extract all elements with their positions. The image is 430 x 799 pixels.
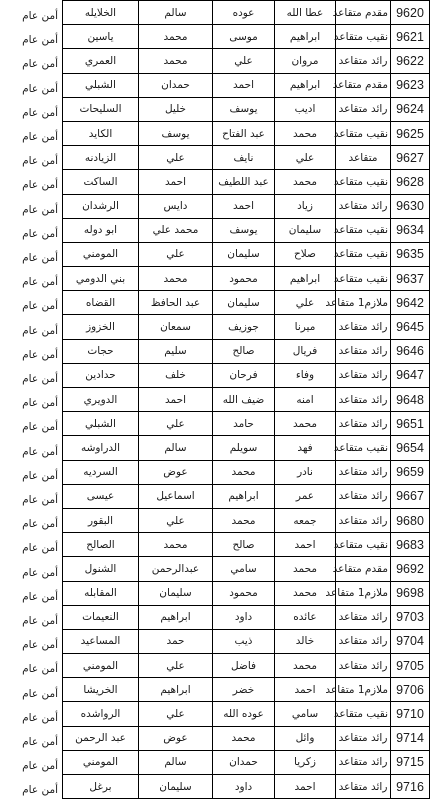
record-number-cell: 9705 [391, 654, 430, 678]
family-name-cell: حجات [63, 339, 139, 363]
grandfather-name-cell: علي [139, 412, 213, 436]
family-name-cell: النعيمات [63, 605, 139, 629]
grandfather-name-cell: احمد [139, 170, 213, 194]
record-number-cell: 9680 [391, 508, 430, 532]
family-name-cell: المساعيد [63, 629, 139, 653]
family-name-cell: الخلايله [63, 1, 139, 25]
category-label: أمن عام [22, 276, 58, 289]
first-name-cell: زكريا [275, 750, 336, 774]
first-name-cell: محمد [275, 121, 336, 145]
category-label: أمن عام [22, 590, 58, 603]
grandfather-name-cell: سالم [139, 750, 213, 774]
table-row [63, 412, 430, 436]
rank-cell: نقيب متقاعد [336, 242, 391, 266]
category-label: أمن عام [22, 421, 58, 434]
rank-cell: رائد متقاعد [336, 388, 391, 412]
record-number-cell: 9624 [391, 97, 430, 121]
record-number-cell: 9628 [391, 170, 430, 194]
record-number-cell: 9647 [391, 363, 430, 387]
record-number-cell: 9645 [391, 315, 430, 339]
personnel-table [62, 0, 430, 799]
rank-cell: نقيب متقاعد [336, 218, 391, 242]
grandfather-name-cell: محمد [139, 267, 213, 291]
family-name-cell: الشبلي [63, 73, 139, 97]
first-name-cell: صلاح [275, 242, 336, 266]
table-row [63, 121, 430, 145]
father-name-cell: داود [213, 605, 275, 629]
category-label: أمن عام [22, 252, 58, 264]
first-name-cell: محمد [275, 557, 336, 581]
table-row [63, 629, 430, 653]
grandfather-name-cell: محمد علي [139, 218, 213, 242]
grandfather-name-cell: سليمان [139, 581, 213, 605]
table-row [63, 388, 430, 412]
family-name-cell: الساكت [63, 170, 139, 194]
record-number-cell: 9714 [391, 726, 430, 750]
family-name-cell: السرديه [63, 460, 139, 484]
table-row [63, 194, 430, 218]
rank-cell: رائد متقاعد [336, 97, 391, 121]
table-row [63, 460, 430, 484]
family-name-cell: الصالح [63, 533, 139, 557]
category-label: أمن عام [22, 518, 58, 531]
father-name-cell: داود [213, 775, 275, 799]
category-label: أمن عام [22, 155, 58, 168]
father-name-cell: يوسف [213, 97, 275, 121]
category-label: أمن عام [22, 10, 58, 22]
family-name-cell: العمري [63, 49, 139, 73]
record-number-cell: 9642 [391, 291, 430, 315]
category-label: أمن عام [22, 639, 58, 652]
first-name-cell: فهد [275, 436, 336, 460]
first-name-cell: وفاء [275, 363, 336, 387]
grandfather-name-cell: محمد [139, 533, 213, 557]
record-number-cell: 9704 [391, 629, 430, 653]
table-row [63, 170, 430, 194]
rank-cell: رائد متقاعد [336, 629, 391, 653]
family-name-cell: الزيادنه [63, 146, 139, 170]
father-name-cell: ذيب [213, 629, 275, 653]
rank-cell: رائد متقاعد [336, 315, 391, 339]
rank-cell: نقيب متقاعد [336, 702, 391, 726]
grandfather-name-cell: عوض [139, 726, 213, 750]
table-row [63, 363, 430, 387]
grandfather-name-cell: سليم [139, 339, 213, 363]
family-name-cell: المقابله [63, 581, 139, 605]
category-label: أمن عام [22, 566, 58, 579]
record-number-cell: 9692 [391, 557, 430, 581]
table-row [63, 267, 430, 291]
grandfather-name-cell: علي [139, 242, 213, 266]
rank-cell: نقيب متقاعد [336, 267, 391, 291]
category-label: أمن عام [22, 542, 58, 555]
family-name-cell: ابو دوله [63, 218, 139, 242]
first-name-cell: وائل [275, 726, 336, 750]
father-name-cell: فرحان [213, 363, 275, 387]
table-row [63, 726, 430, 750]
rank-cell: رائد متقاعد [336, 775, 391, 799]
family-name-cell: الدراوشه [63, 436, 139, 460]
father-name-cell: علي [213, 49, 275, 73]
father-name-cell: محمد [213, 460, 275, 484]
first-name-cell: محمد [275, 412, 336, 436]
family-name-cell: الرواشده [63, 702, 139, 726]
record-number-cell: 9646 [391, 339, 430, 363]
rank-cell: نقيب متقاعد [336, 25, 391, 49]
rank-cell: رائد متقاعد [336, 363, 391, 387]
category-label: أمن عام [22, 106, 58, 119]
first-name-cell: علي [275, 146, 336, 170]
record-number-cell: 9621 [391, 25, 430, 49]
rank-cell: نقيب متقاعد [336, 436, 391, 460]
category-label: أمن عام [22, 445, 58, 458]
father-name-cell: صالح [213, 533, 275, 557]
table-row [63, 25, 430, 49]
record-number-cell: 9651 [391, 412, 430, 436]
record-number-cell: 9620 [391, 1, 430, 25]
table-row [63, 508, 430, 532]
record-number-cell: 9716 [391, 775, 430, 799]
family-name-cell: المومني [63, 750, 139, 774]
first-name-cell: علي [275, 291, 336, 315]
first-name-cell: محمد [275, 170, 336, 194]
grandfather-name-cell: حمدان [139, 73, 213, 97]
rank-cell: رائد متقاعد [336, 194, 391, 218]
rank-cell: رائد متقاعد [336, 339, 391, 363]
rank-cell: رائد متقاعد [336, 484, 391, 508]
table-row [63, 315, 430, 339]
father-name-cell: سليمان [213, 242, 275, 266]
first-name-cell: عائده [275, 605, 336, 629]
grandfather-name-cell: علي [139, 508, 213, 532]
family-name-cell: الدويري [63, 388, 139, 412]
table-row [63, 750, 430, 774]
grandfather-name-cell: عبدالرحمن [139, 557, 213, 581]
table-row [63, 97, 430, 121]
first-name-cell: سليمان [275, 218, 336, 242]
rank-cell: ملازم1 متقاعد [336, 678, 391, 702]
grandfather-name-cell: سمعان [139, 315, 213, 339]
record-number-cell: 9634 [391, 218, 430, 242]
rank-cell: رائد متقاعد [336, 508, 391, 532]
record-number-cell: 9715 [391, 750, 430, 774]
rank-cell: رائد متقاعد [336, 460, 391, 484]
category-label: أمن عام [22, 82, 58, 95]
father-name-cell: عبد الفتاح [213, 121, 275, 145]
table-row [63, 339, 430, 363]
record-number-cell: 9627 [391, 146, 430, 170]
record-number-cell: 9630 [391, 194, 430, 218]
first-name-cell: امنه [275, 388, 336, 412]
category-column [0, 0, 62, 797]
family-name-cell: الكايد [63, 121, 139, 145]
grandfather-name-cell: ابراهيم [139, 678, 213, 702]
first-name-cell: ابراهيم [275, 267, 336, 291]
record-number-cell: 9637 [391, 267, 430, 291]
record-number-cell: 9648 [391, 388, 430, 412]
first-name-cell: سامي [275, 702, 336, 726]
first-name-cell: فريال [275, 339, 336, 363]
table-row [63, 581, 430, 605]
grandfather-name-cell: محمد [139, 25, 213, 49]
father-name-cell: جوزيف [213, 315, 275, 339]
grandfather-name-cell: سليمان [139, 775, 213, 799]
first-name-cell: ابراهيم [275, 73, 336, 97]
grandfather-name-cell: خليل [139, 97, 213, 121]
father-name-cell: يوسف [213, 218, 275, 242]
first-name-cell: احمد [275, 678, 336, 702]
first-name-cell: عطا الله [275, 1, 336, 25]
first-name-cell: زياد [275, 194, 336, 218]
grandfather-name-cell: محمد [139, 49, 213, 73]
category-label: أمن عام [22, 663, 58, 676]
rank-cell: رائد متقاعد [336, 750, 391, 774]
grandfather-name-cell: يوسف [139, 121, 213, 145]
table-row [63, 533, 430, 557]
category-label: أمن عام [22, 348, 58, 361]
first-name-cell: عمر [275, 484, 336, 508]
first-name-cell: نادر [275, 460, 336, 484]
father-name-cell: حامد [213, 412, 275, 436]
family-name-cell: حدادين [63, 363, 139, 387]
record-number-cell: 9706 [391, 678, 430, 702]
family-name-cell: بني الدومي [63, 267, 139, 291]
table-row [63, 146, 430, 170]
father-name-cell: موسى [213, 25, 275, 49]
table-row [63, 436, 430, 460]
grandfather-name-cell: احمد [139, 388, 213, 412]
father-name-cell: عوده الله [213, 702, 275, 726]
record-number-cell: 9667 [391, 484, 430, 508]
table-row [63, 1, 430, 25]
father-name-cell: صالح [213, 339, 275, 363]
category-label: أمن عام [22, 784, 58, 797]
father-name-cell: ابراهيم [213, 484, 275, 508]
grandfather-name-cell: علي [139, 702, 213, 726]
table-row [63, 702, 430, 726]
father-name-cell: احمد [213, 73, 275, 97]
first-name-cell: خالد [275, 629, 336, 653]
category-label: أمن عام [22, 179, 58, 192]
category-label: أمن عام [22, 300, 58, 313]
grandfather-name-cell: دايس [139, 194, 213, 218]
record-number-cell: 9659 [391, 460, 430, 484]
grandfather-name-cell: علي [139, 654, 213, 678]
category-label: أمن عام [22, 373, 58, 385]
grandfather-name-cell: علي [139, 146, 213, 170]
father-name-cell: سويلم [213, 436, 275, 460]
first-name-cell: ابراهيم [275, 25, 336, 49]
rank-cell: رائد متقاعد [336, 605, 391, 629]
table-row [63, 218, 430, 242]
rank-cell: رائد متقاعد [336, 49, 391, 73]
first-name-cell: مروان [275, 49, 336, 73]
rank-cell: متقاعد [336, 146, 391, 170]
rank-cell: رائد متقاعد [336, 412, 391, 436]
category-label: أمن عام [22, 687, 58, 700]
rank-cell: رائد متقاعد [336, 726, 391, 750]
table-row [63, 678, 430, 702]
first-name-cell: محمد [275, 581, 336, 605]
father-name-cell: نايف [213, 146, 275, 170]
father-name-cell: محمد [213, 726, 275, 750]
father-name-cell: فاضل [213, 654, 275, 678]
family-name-cell: الخريشا [63, 678, 139, 702]
father-name-cell: احمد [213, 194, 275, 218]
category-label: أمن عام [22, 397, 58, 410]
category-label: أمن عام [22, 736, 58, 748]
grandfather-name-cell: عوض [139, 460, 213, 484]
father-name-cell: محمد [213, 508, 275, 532]
grandfather-name-cell: سالم [139, 436, 213, 460]
first-name-cell: اديب [275, 97, 336, 121]
rank-cell: رائد متقاعد [336, 654, 391, 678]
father-name-cell: عبد اللطيف [213, 170, 275, 194]
table-row [63, 242, 430, 266]
family-name-cell: المومني [63, 654, 139, 678]
table-row [63, 484, 430, 508]
category-label: أمن عام [22, 324, 58, 337]
category-label: أمن عام [22, 203, 58, 216]
category-label: أمن عام [22, 469, 58, 482]
rank-cell: مقدم متقاعد [336, 1, 391, 25]
family-name-cell: السليحات [63, 97, 139, 121]
category-label: أمن عام [22, 34, 58, 47]
record-number-cell: 9710 [391, 702, 430, 726]
father-name-cell: محمود [213, 267, 275, 291]
first-name-cell: احمد [275, 775, 336, 799]
table-row [63, 605, 430, 629]
rank-cell: مقدم متقاعد [336, 557, 391, 581]
family-name-cell: الرشدان [63, 194, 139, 218]
record-number-cell: 9698 [391, 581, 430, 605]
table-row [63, 49, 430, 73]
father-name-cell: حمدان [213, 750, 275, 774]
family-name-cell: عبد الرحمن [63, 726, 139, 750]
record-number-cell: 9625 [391, 121, 430, 145]
table-row [63, 654, 430, 678]
father-name-cell: سامي [213, 557, 275, 581]
record-number-cell: 9703 [391, 605, 430, 629]
category-label: أمن عام [22, 760, 58, 773]
first-name-cell: محمد [275, 654, 336, 678]
rank-cell: نقيب متقاعد [336, 533, 391, 557]
family-name-cell: الشبلي [63, 412, 139, 436]
grandfather-name-cell: حمد [139, 629, 213, 653]
table-row [63, 557, 430, 581]
grandfather-name-cell: اسماعيل [139, 484, 213, 508]
record-number-cell: 9622 [391, 49, 430, 73]
rank-cell: ملازم1 متقاعد [336, 291, 391, 315]
category-label: أمن عام [22, 615, 58, 627]
grandfather-name-cell: عبد الحافظ [139, 291, 213, 315]
table-row [63, 291, 430, 315]
first-name-cell: احمد [275, 533, 336, 557]
family-name-cell: المومني [63, 242, 139, 266]
family-name-cell: الخزوز [63, 315, 139, 339]
table-row [63, 775, 430, 799]
first-name-cell: جمعه [275, 508, 336, 532]
category-label: أمن عام [22, 711, 58, 724]
father-name-cell: ضيف الله [213, 388, 275, 412]
rank-cell: ملازم1 متقاعد [336, 581, 391, 605]
category-label: أمن عام [22, 227, 58, 240]
record-number-cell: 9635 [391, 242, 430, 266]
family-name-cell: عيسى [63, 484, 139, 508]
family-name-cell: البقور [63, 508, 139, 532]
category-label: أمن عام [22, 58, 58, 71]
record-number-cell: 9683 [391, 533, 430, 557]
category-label: أمن عام [22, 494, 58, 506]
record-number-cell: 9623 [391, 73, 430, 97]
father-name-cell: محمود [213, 581, 275, 605]
grandfather-name-cell: سالم [139, 1, 213, 25]
category-label: أمن عام [22, 131, 58, 143]
rank-cell: نقيب متقاعد [336, 121, 391, 145]
rank-cell: نقيب متقاعد [336, 170, 391, 194]
father-name-cell: سليمان [213, 291, 275, 315]
grandfather-name-cell: ابراهيم [139, 605, 213, 629]
father-name-cell: خضر [213, 678, 275, 702]
grandfather-name-cell: خلف [139, 363, 213, 387]
father-name-cell: عوده [213, 1, 275, 25]
family-name-cell: الشنول [63, 557, 139, 581]
family-name-cell: القضاه [63, 291, 139, 315]
first-name-cell: ميرنا [275, 315, 336, 339]
rank-cell: مقدم متقاعد [336, 73, 391, 97]
record-number-cell: 9654 [391, 436, 430, 460]
table-row [63, 73, 430, 97]
family-name-cell: برغل [63, 775, 139, 799]
family-name-cell: ياسين [63, 25, 139, 49]
